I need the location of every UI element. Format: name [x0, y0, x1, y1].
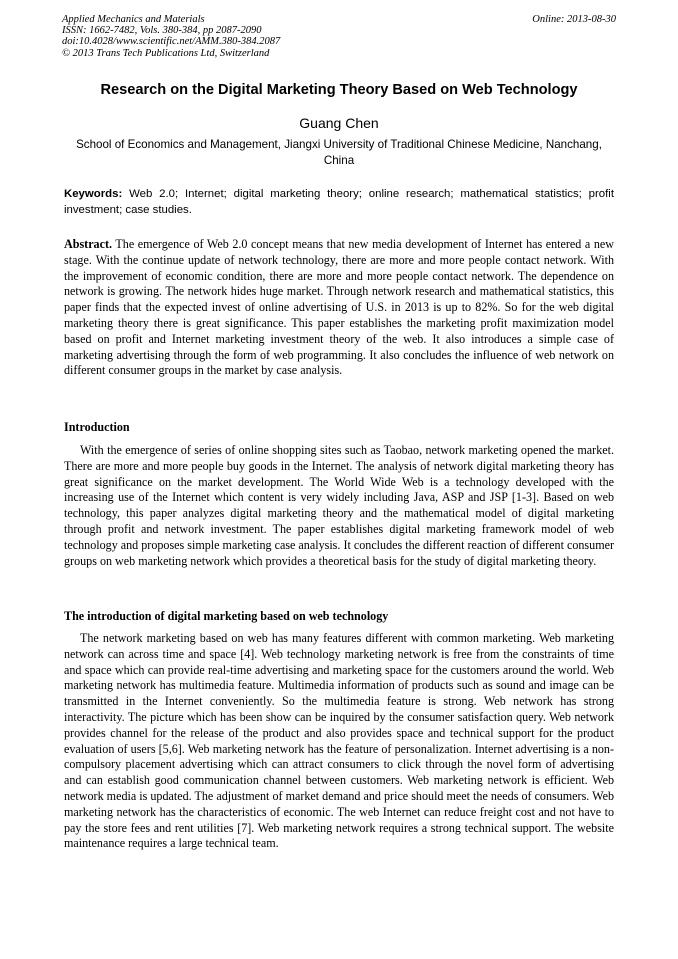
- issn-line: ISSN: 1662-7482, Vols. 380-384, pp 2087-2090: [62, 25, 262, 37]
- abstract-label: Abstract.: [64, 237, 113, 251]
- abstract-text: The emergence of Web 2.0 concept means that new media development of Internet has entered a new stage. With the continue update of network technology, there are more and more people contact network. With the improvement of economic condition, there are more and more people contact network. The dependence on network is growing. The network hides huge market. Through network research and mathematical statistics, this paper finds that the expected invest of online advertising of U.S. in 2013 is up to 82%. So for the web digital marketing theory there is great significance. This paper establishes the marketing profit maximization model based on profit and Internet marketing investment theory of the web. It also introduces a simple case of marketing advertising through the form of web programming. It also concludes the influence of web network on different consumer groups in the market by case analysis.: [64, 237, 614, 378]
- copyright-line: © 2013 Trans Tech Publications Ltd, Switzerland: [62, 47, 270, 59]
- keywords-text: Web 2.0; Internet; digital marketing theory; online research; mathematical statistics; profit investment; case studies.: [64, 188, 614, 216]
- keywords-label: Keywords:: [64, 188, 123, 200]
- author-affiliation: School of Economics and Management, Jiangxi University of Traditional Chinese Medicine, Nanchang, China: [76, 138, 602, 167]
- keywords: [64, 186, 614, 218]
- journal-name: Applied Mechanics and Materials: [62, 14, 205, 25]
- section-heading-digital-marketing: The introduction of digital marketing based on web technology: [64, 609, 389, 623]
- section-text-digital-marketing: The network marketing based on web has many features different with common marketing. Web marketing network can across time and space [4]. Web technology marketing network is free from the constraints of time and space which can provide real-time advertising and marketing space for the customers around the world. Web marketing network has multimedia feature. Multimedia information of products such as sound and image can be transmitted in the Internet conveniently. So the multimedia feature is strong. Web network has strong interactivity. The picture which has been show can be inquired by the consumer satisfaction query. Web network provides channel for the release of the product and also provides space and technical support for the product evaluation of users [5,6]. Web marketing network has the feature of personalization. Internet advertising is a non-compulsory placement advertising which can attract consumers to click through the novel form of advertising and can establish good communication channel between customers. Web marketing network is efficient. Web network media is updated. The adjustment of market demand and price should meet the needs of consumers. Web marketing network has the characteristics of economic. The web Internet can reduce freight cost and not have to pay the store fees and rent utilities [7]. Web marketing network requires a strong technical support. The website maintenance requires a large technical team.: [64, 631, 614, 851]
- doi-line: doi:10.4028/www.scientific.net/AMM.380-384.2087: [62, 36, 281, 48]
- author-name: Guang Chen: [299, 115, 379, 131]
- online-date: Online: 2013-08-30: [532, 14, 616, 25]
- journal-header: [62, 14, 616, 59]
- section-heading-introduction: Introduction: [64, 420, 130, 434]
- abstract: [64, 237, 614, 379]
- paper-title: Research on the Digital Marketing Theory Based on Web Technology: [100, 82, 578, 98]
- section-text-introduction: With the emergence of series of online shopping sites such as Taobao, network marketing opened the market. There are more and more people buy goods in the Internet. The analysis of network digital marketing theory has great significance on the market development. The World Wide Web is a technology developed with the increasing use of the Internet which content is very widely including Java, ASP and JSP [1-3]. Based on web technology, this paper analyzes digital marketing theory and the mathematical model of digital marketing through profit and network investment. The paper establishes digital marketing framework model of web technology and proposes simple marketing case analysis. It concludes the different reaction of different consumer groups on web marketing network which provides a theoretical basis for the study of digital marketing theory.: [64, 443, 614, 568]
